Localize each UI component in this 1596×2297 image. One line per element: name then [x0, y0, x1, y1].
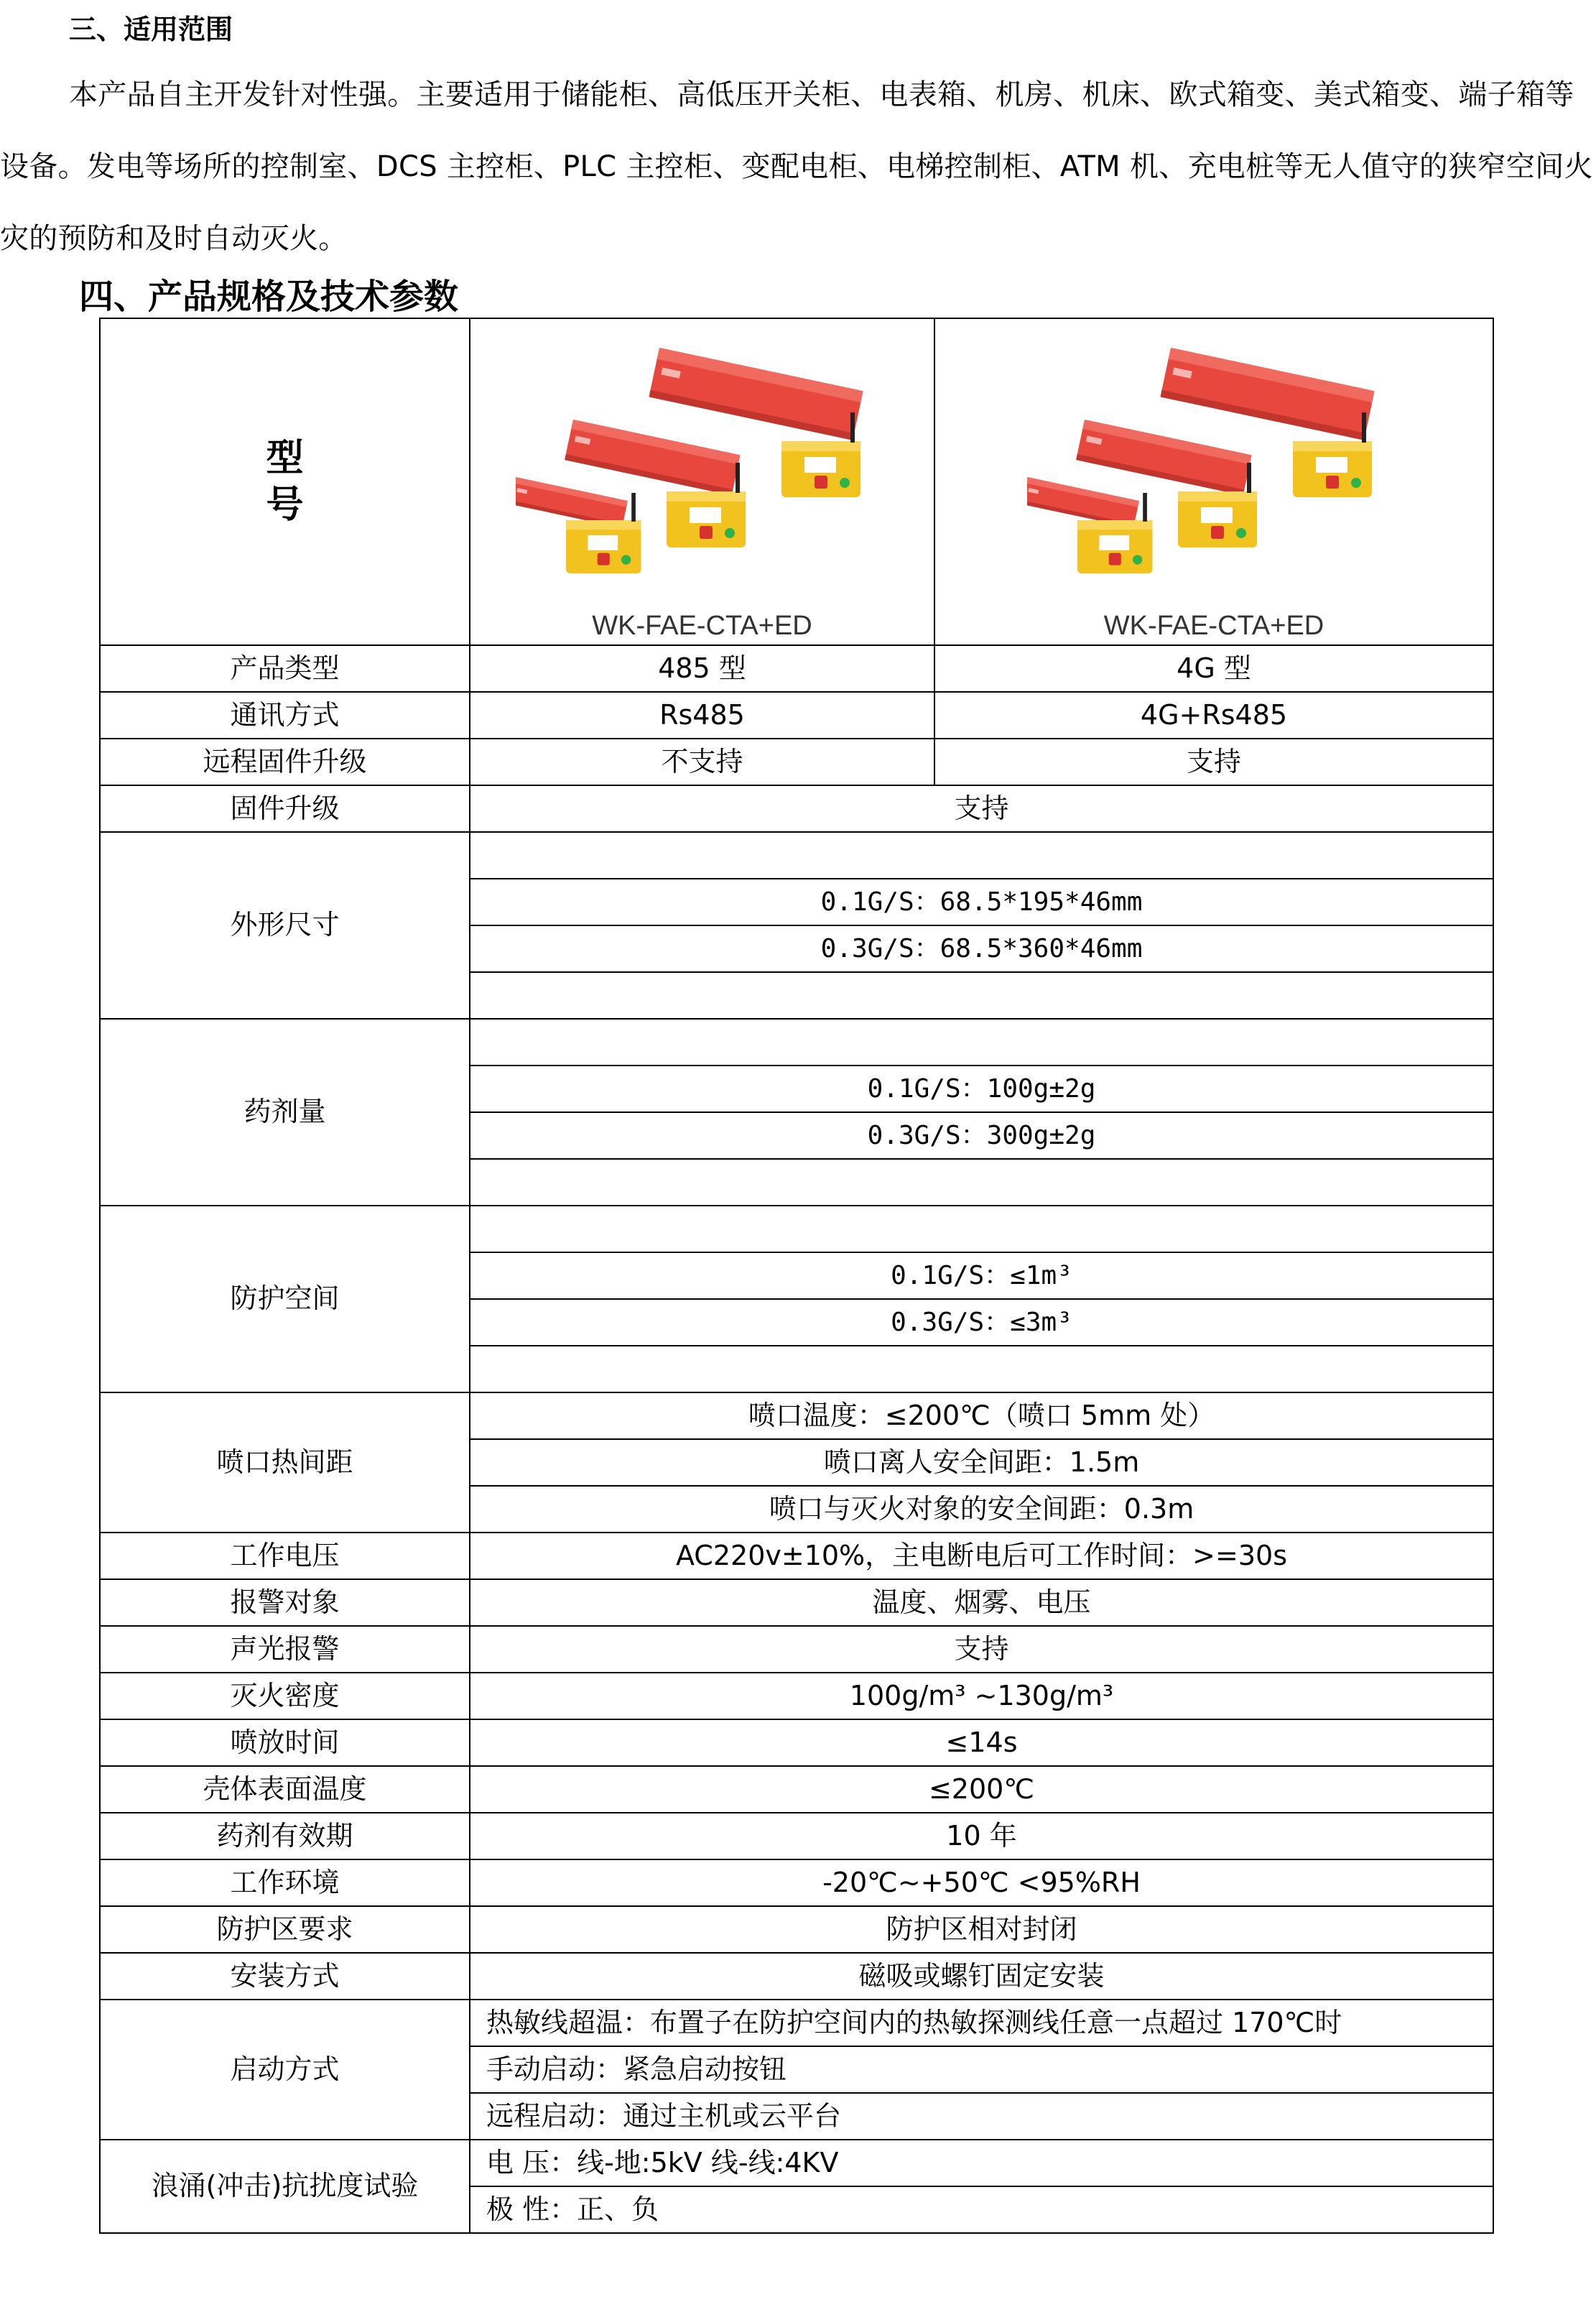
label: 防护空间: [100, 1206, 470, 1392]
size-line-1: 0.1G/S：68.5*195*46mm: [470, 879, 1493, 925]
value: 磁吸或螺钉固定安装: [470, 1953, 1493, 2000]
row-alarm-object: [100, 1579, 1493, 1626]
nozzle-line-2: 喷口离人安全间距：1.5m: [470, 1439, 1493, 1486]
value: -20℃~+50℃ <95%RH: [470, 1859, 1493, 1906]
row-space: [100, 1206, 1493, 1252]
model-name-a: WK-FAE-CTA+ED: [592, 611, 812, 642]
row-size: [100, 832, 1493, 879]
product-image-b: [1027, 333, 1401, 599]
row-shell-temp: [100, 1766, 1493, 1813]
value: 支持: [470, 1626, 1493, 1673]
value-a: 不支持: [470, 739, 934, 785]
value: 温度、烟雾、电压: [470, 1579, 1493, 1626]
start-line-1: 热敏线超温：布置子在防护空间内的热敏探测线任意一点超过 170℃时: [470, 2000, 1493, 2046]
value: ≤200℃: [470, 1766, 1493, 1813]
row-comm: [100, 692, 1493, 739]
value-b: 支持: [934, 739, 1493, 785]
label: 药剂量: [100, 1019, 470, 1206]
model-label: 型 号: [266, 436, 304, 527]
label: 药剂有效期: [100, 1813, 470, 1859]
label: 壳体表面温度: [100, 1766, 470, 1813]
space-line-2: 0.3G/S：≤3m³: [470, 1299, 1493, 1346]
row-voltage: [100, 1533, 1493, 1579]
label: 启动方式: [100, 2000, 470, 2140]
label: 通讯方式: [100, 692, 470, 739]
blank: [470, 832, 1493, 879]
scope-paragraph: 本产品自主开发针对性强。主要适用于储能柜、高低压开关柜、电表箱、机房、机床、欧式箱变、美式箱变、端子箱等设备。发电等场所的控制室、DCS 主控柜、PLC 主控柜、变配电柜、电梯控制柜、ATM 机、充电桩等无人值守的狭窄空间火灾的预防和及时自动灭火。: [0, 78, 1593, 255]
row-install: [100, 1953, 1493, 2000]
label: 喷口热间距: [100, 1392, 470, 1533]
row-product-type: [100, 645, 1493, 692]
blank: [470, 972, 1493, 1019]
product-image-a: [516, 333, 889, 599]
row-spray-time: [100, 1719, 1493, 1766]
label: 浪涌(冲击)抗扰度试验: [100, 2140, 470, 2233]
value: 10 年: [470, 1813, 1493, 1859]
label: 防护区要求: [100, 1906, 470, 1953]
label: 安装方式: [100, 1953, 470, 2000]
row-surge: [100, 2140, 1493, 2186]
model-label-cell: [100, 318, 470, 645]
section-heading-specs: 四、产品规格及技术参数: [79, 277, 459, 317]
label: 灭火密度: [100, 1673, 470, 1719]
surge-line-1: 电 压：线-地:5kV 线-线:4KV: [470, 2140, 1493, 2186]
value: 防护区相对封闭: [470, 1906, 1493, 1953]
label: 外形尺寸: [100, 832, 470, 1019]
value-a: Rs485: [470, 692, 934, 739]
row-agent: [100, 1019, 1493, 1066]
space-line-1: 0.1G/S：≤1m³: [470, 1252, 1493, 1299]
blank: [470, 1019, 1493, 1066]
start-line-3: 远程启动：通过主机或云平台: [470, 2093, 1493, 2140]
label: 工作环境: [100, 1859, 470, 1906]
label: 报警对象: [100, 1579, 470, 1626]
surge-line-2: 极 性：正、负: [470, 2186, 1493, 2233]
model-name-b: WK-FAE-CTA+ED: [1103, 611, 1324, 642]
row-nozzle: [100, 1392, 1493, 1439]
blank: [470, 1206, 1493, 1252]
label: 工作电压: [100, 1533, 470, 1579]
nozzle-line-3: 喷口与灭火对象的安全间距：0.3m: [470, 1486, 1493, 1533]
value: ≤14s: [470, 1719, 1493, 1766]
label: 喷放时间: [100, 1719, 470, 1766]
row-remote-fw: [100, 739, 1493, 785]
label: 固件升级: [100, 785, 470, 832]
value: 100g/m³ ~130g/m³: [470, 1673, 1493, 1719]
row-zone: [100, 1906, 1493, 1953]
row-environment: [100, 1859, 1493, 1906]
spec-table: [99, 318, 1494, 2234]
agent-line-2: 0.3G/S：300g±2g: [470, 1112, 1493, 1159]
value-b: 4G 型: [934, 645, 1493, 692]
value: 支持: [470, 785, 1493, 832]
nozzle-line-1: 喷口温度：≤200℃（喷口 5mm 处）: [470, 1392, 1493, 1439]
row-density: [100, 1673, 1493, 1719]
model-b-cell: [934, 318, 1493, 645]
blank: [470, 1159, 1493, 1206]
row-start: [100, 2000, 1493, 2046]
model-a-cell: [470, 318, 934, 645]
row-fw: [100, 785, 1493, 832]
blank: [470, 1346, 1493, 1392]
agent-line-1: 0.1G/S：100g±2g: [470, 1066, 1493, 1112]
row-validity: [100, 1813, 1493, 1859]
value-a: 485 型: [470, 645, 934, 692]
section-heading-scope: 三、适用范围: [69, 14, 233, 45]
label: 声光报警: [100, 1626, 470, 1673]
value-b: 4G+Rs485: [934, 692, 1493, 739]
start-line-2: 手动启动：紧急启动按钮: [470, 2046, 1493, 2093]
size-line-2: 0.3G/S：68.5*360*46mm: [470, 925, 1493, 972]
row-sound-light: [100, 1626, 1493, 1673]
value: AC220v±10%，主电断电后可工作时间：>=30s: [470, 1533, 1493, 1579]
label: 产品类型: [100, 645, 470, 692]
label: 远程固件升级: [100, 739, 470, 785]
